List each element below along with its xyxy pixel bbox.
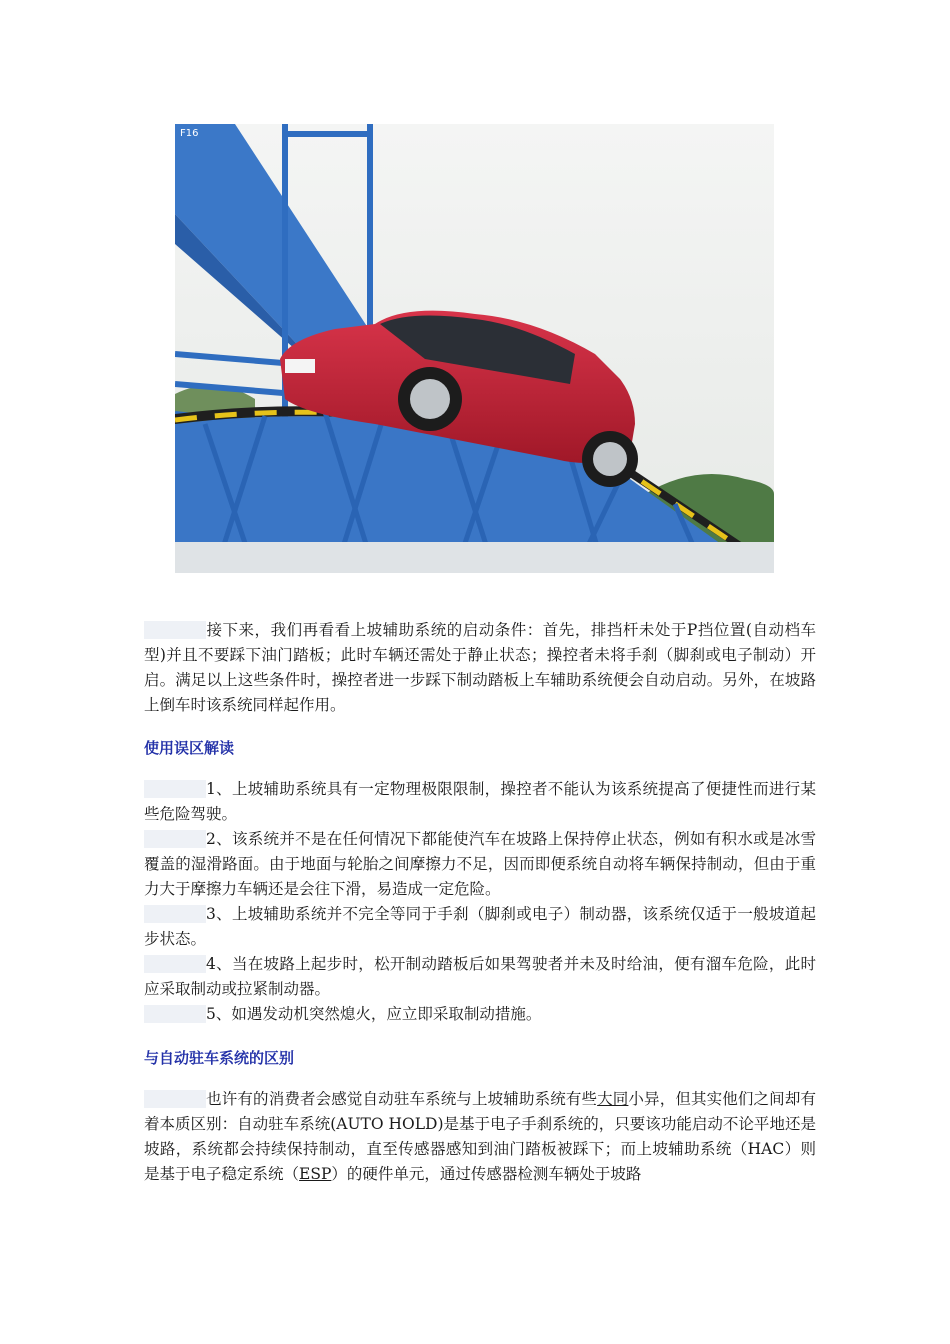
link-datong[interactable]: 大同 (597, 1090, 629, 1108)
list-item-text: 3、上坡辅助系统并不完全等同于手刹（脚刹或电子）制动器，该系统仅适于一般坡道起步状态。 (144, 905, 816, 948)
list-item (144, 902, 816, 952)
list-item (144, 827, 816, 902)
list-item-text: 4、当在坡路上起步时，松开制动踏板后如果驾驶者并未及时给油，便有溜车危险，此时应采取制动或拉紧制动器。 (144, 955, 816, 998)
list-item-text: 2、该系统并不是在任何情况下都能使汽车在坡路上保持停止状态，例如有积水或是冰雪覆盖的湿滑路面。由于地面与轮胎之间摩擦力不足，因而即便系统自动将车辆保持制动，但由于重力大于摩擦力车辆还是会往下滑，易造成一定危险。 (144, 830, 816, 898)
link-esp[interactable]: ESP (299, 1165, 332, 1183)
difference-text-3: ）的硬件单元，通过传感器检测车辆处于坡路 (331, 1165, 642, 1183)
list-item-text: 1、上坡辅助系统具有一定物理极限限制，操控者不能认为该系统提高了便捷性而进行某些危险驾驶。 (144, 780, 816, 823)
photo-watermark: F16 (180, 128, 199, 139)
list-item (144, 1002, 816, 1027)
difference-paragraph (144, 1087, 816, 1187)
list-item (144, 952, 816, 1002)
intro-paragraph-block (144, 618, 816, 718)
difference-text-1: 也许有的消费者会感觉自动驻车系统与上坡辅助系统有些 (206, 1090, 598, 1108)
photo-illustration (175, 124, 774, 573)
section-heading-difference: 与自动驻车系统的区别 (144, 1049, 295, 1067)
section-heading-misconceptions: 使用误区解读 (144, 739, 235, 757)
list-item-text: 5、如遇发动机突然熄火，应立即采取制动措施。 (206, 1005, 542, 1023)
difference-text-2: 小异，但其实他们之间却有着本质区别：自动驻车系统(AUTO HOLD)是基于电子手刹系统的，只要该功能启动不论平地还是坡路，系统都会持续保持制动，直至传感器感知到油门踏板被踩下；而上坡辅助系统（HAC）则是基于电子稳定系统（ (144, 1090, 816, 1183)
list-item (144, 777, 816, 827)
misconception-list (144, 777, 816, 1027)
intro-text: 接下来，我们再看看上坡辅助系统的启动条件：首先，排挡杆未处于P挡位置(自动档车型)并且不要踩下油门踏板；此时车辆还需处于静止状态；操控者未将手刹（脚刹或电子制动）开启。满足以上这些条件时，操控者进一步踩下制动踏板上车辅助系统便会自动启动。另外，在坡路上倒车时该系统同样起作用。 (144, 621, 816, 714)
difference-paragraph-block (144, 1087, 816, 1187)
intro-paragraph (144, 618, 816, 718)
car-on-ramp-photo (175, 124, 774, 573)
